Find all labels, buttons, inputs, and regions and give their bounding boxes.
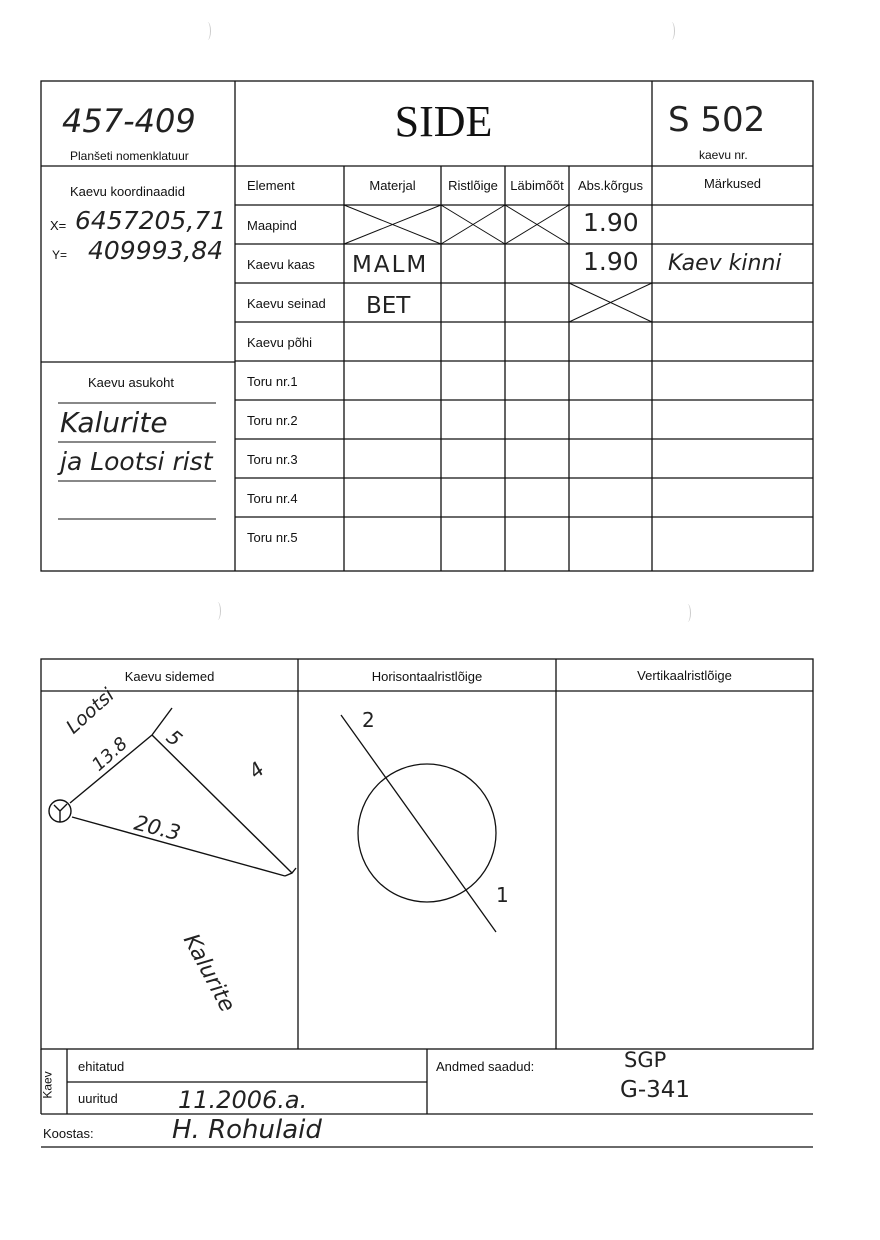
col-header-materjal: Materjal: [369, 178, 416, 193]
uuritud-value: 11.2006.a.: [178, 1086, 308, 1114]
nomenclature-value: 457-409: [62, 102, 196, 140]
col-label-kaevu-sidemed: Kaevu sidemed: [124, 669, 215, 684]
andmed-value-1: SGP: [624, 1048, 667, 1072]
col-header-element: Element: [247, 178, 295, 193]
row-label-toru-3: Toru nr.3: [247, 452, 298, 467]
koostas-label: Koostas:: [43, 1126, 94, 1141]
sketch-dist-20-3: 20.3: [131, 810, 183, 846]
col-header-abs-korgus: Abs.kõrgus: [577, 178, 644, 193]
horiz-number-1: 1: [496, 883, 509, 907]
sketch-lootsi: Lootsi: [62, 684, 119, 739]
col-header-labimoot: Läbimõõt: [510, 178, 564, 193]
location-line-1: Kalurite: [60, 406, 168, 439]
maapind-abs-value: 1.90: [583, 208, 639, 237]
uuritud-label: uuritud: [78, 1091, 118, 1106]
col-label-horisontaal: Horisontaalristlõige: [371, 669, 483, 684]
kaev-label: Kaev: [40, 1071, 55, 1099]
col-label-vertikaal: Vertikaalristlõige: [637, 668, 732, 683]
kaas-abs-value: 1.90: [583, 247, 639, 276]
row-label-toru-4: Toru nr.4: [247, 491, 298, 506]
col-header-markused: Märkused: [703, 176, 762, 191]
well-number: S 502: [668, 100, 766, 140]
page-title: SIDE: [394, 97, 493, 146]
x-value: 6457205,71: [75, 206, 227, 235]
location-line-2: ja Lootsi rist: [60, 447, 213, 476]
y-label: Y=: [52, 248, 68, 262]
y-value: 409993,84: [88, 236, 224, 265]
horizontal-section-drawing: [341, 715, 496, 932]
andmed-label: Andmed saadud:: [436, 1059, 535, 1074]
coordinates-label: Kaevu koordinaadid: [70, 184, 185, 199]
andmed-value-2: G-341: [620, 1077, 691, 1103]
col-header-ristloige: Ristlõige: [448, 178, 498, 193]
row-label-kaevu-kaas: Kaevu kaas: [247, 257, 315, 272]
row-label-maapind: Maapind: [247, 218, 297, 233]
well-number-label: kaevu nr.: [699, 148, 748, 162]
seinad-materjal-value: BET: [366, 293, 411, 319]
sketch-dist-13-8: 13.8: [88, 733, 132, 776]
row-label-toru-1: Toru nr.1: [247, 374, 298, 389]
sketch-kalurite: Kalurite: [177, 930, 240, 1017]
koostas-value: H. Rohulaid: [172, 1115, 322, 1145]
kaas-markused-value: Kaev kinni: [668, 251, 782, 276]
row-label-toru-5: Toru nr.5: [247, 530, 298, 545]
row-label-kaevu-pohi: Kaevu põhi: [247, 335, 313, 350]
kaas-materjal-value: MALM: [352, 252, 429, 278]
row-label-toru-2: Toru nr.2: [247, 413, 298, 428]
location-label: Kaevu asukoht: [88, 375, 175, 390]
sketch-dist-4: 4: [243, 756, 269, 784]
horiz-number-2: 2: [362, 708, 375, 732]
nomenclature-label: Planšeti nomenklatuur: [70, 149, 189, 163]
row-label-kaevu-seinad: Kaevu seinad: [247, 296, 326, 311]
sketch-dist-5: 5: [161, 724, 187, 752]
x-label: X=: [50, 218, 67, 233]
ehitatud-label: ehitatud: [78, 1059, 125, 1074]
